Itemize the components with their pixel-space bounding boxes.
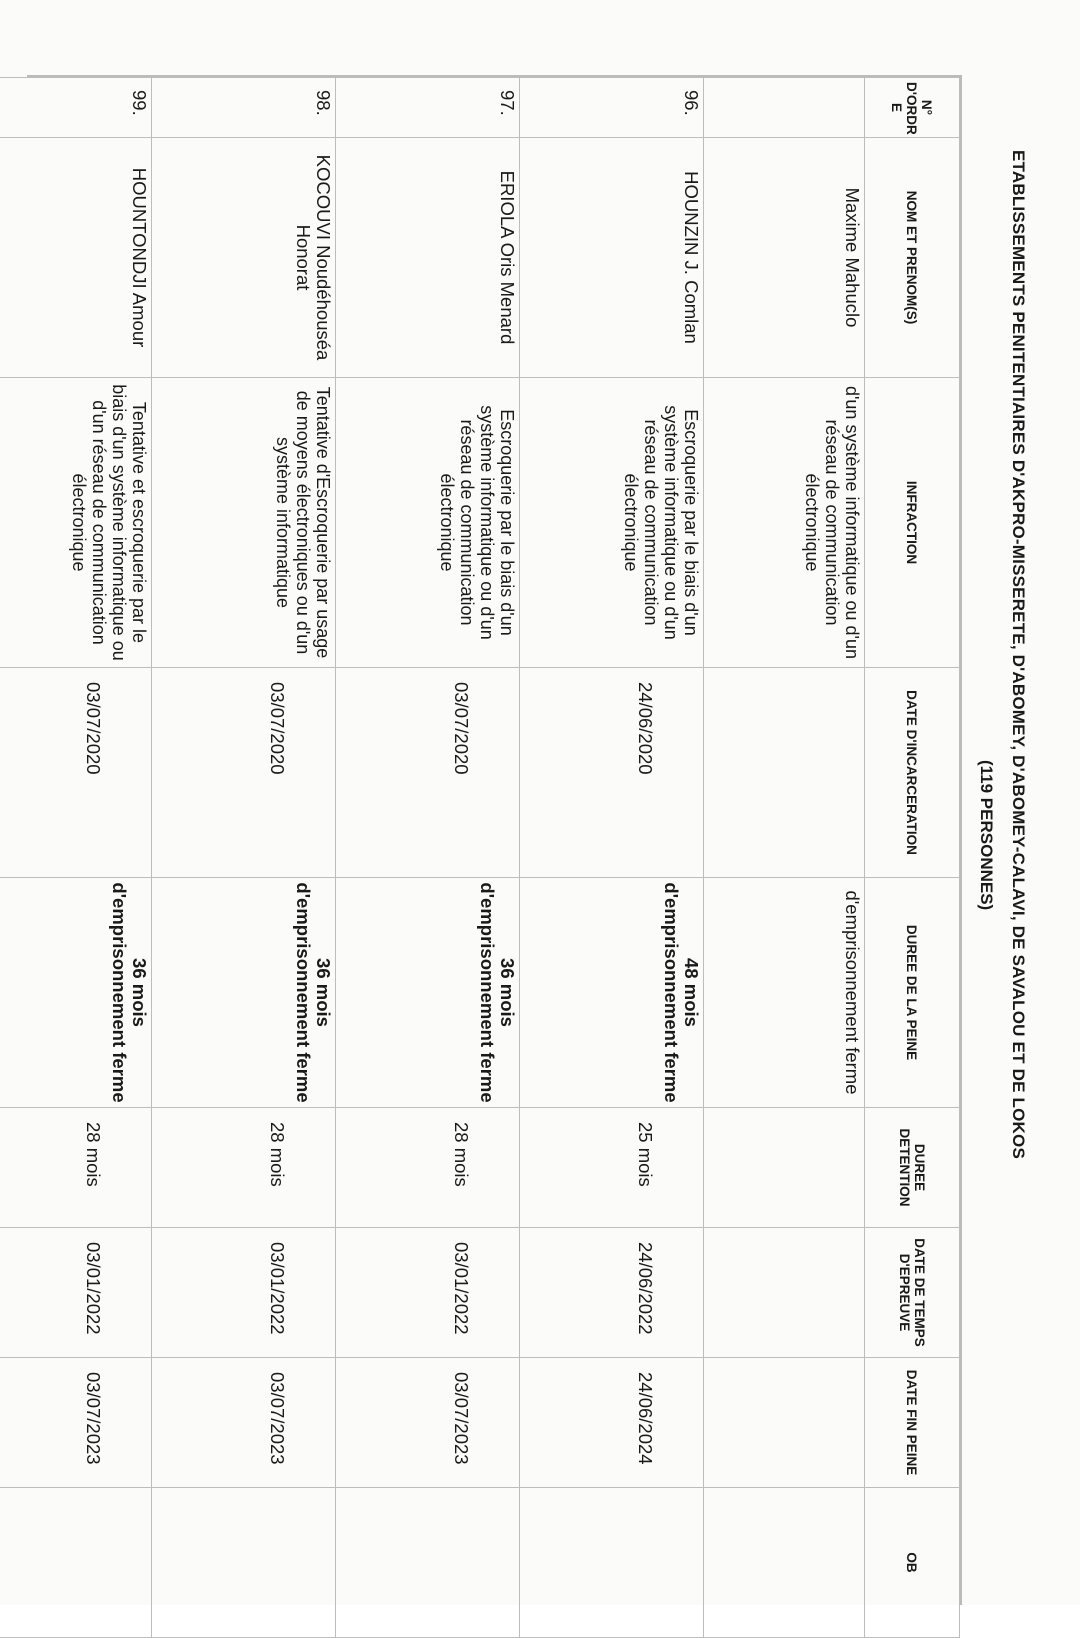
table-row bbox=[520, 78, 704, 1638]
cell-date-fin-peine: 03/07/2023 bbox=[0, 1358, 152, 1488]
cell-duree-detention: 28 mois bbox=[0, 1108, 152, 1228]
cell-duree-detention: 25 mois bbox=[520, 1108, 704, 1228]
duree-peine-bold: 48 mois d'emprisonnement bbox=[661, 882, 702, 1048]
cell-name: Maxime Mahuclo bbox=[704, 138, 865, 378]
table-row bbox=[0, 78, 152, 1638]
document-title: ETABLISSEMENTS PENITENTIAIRES D'AKPRO-MISSERETE, D'ABOMEY, D'ABOMEY-CALAVI, DE SAVALOU ET DE LOKOS bbox=[1009, 150, 1028, 1159]
duree-peine-bold: 36 mois d'emprisonnement bbox=[293, 882, 334, 1048]
header-date-fin-peine: DATE FIN PEINE bbox=[865, 1358, 960, 1488]
cell-infraction: Tentative et escroquerie par le biais d'un système informatique ou d'un réseau de communication électronique bbox=[0, 378, 152, 668]
prisoner-table-container bbox=[27, 75, 962, 1605]
cell-date-incarceration: 03/07/2020 bbox=[336, 668, 520, 878]
header-duree-detention: DUREE DETENTION bbox=[865, 1108, 960, 1228]
cell-num: 99. bbox=[0, 78, 152, 138]
cell-obs bbox=[704, 1488, 865, 1638]
cell-date-temps-epreuve: 24/06/2022 bbox=[520, 1228, 704, 1358]
cell-date-fin-peine: 24/06/2024 bbox=[520, 1358, 704, 1488]
header-date-temps-epreuve: DATE DE TEMPS D'EPREUVE bbox=[865, 1228, 960, 1358]
cell-date-incarceration bbox=[704, 668, 865, 878]
table-row bbox=[152, 78, 336, 1638]
duree-peine-rest: ferme bbox=[661, 1052, 682, 1103]
table-row bbox=[336, 78, 520, 1638]
cell-duree-peine bbox=[520, 878, 704, 1108]
header-infraction: INFRACTION bbox=[865, 378, 960, 668]
cell-date-temps-epreuve bbox=[704, 1228, 865, 1358]
cell-num: 98. bbox=[152, 78, 336, 138]
cell-duree-peine bbox=[152, 878, 336, 1108]
cell-date-fin-peine: 03/07/2023 bbox=[152, 1358, 336, 1488]
header-name: NOM ET PRENOM(S) bbox=[865, 138, 960, 378]
cell-date-incarceration: 03/07/2020 bbox=[152, 668, 336, 878]
cell-date-temps-epreuve: 03/01/2022 bbox=[0, 1228, 152, 1358]
cell-num: 97. bbox=[336, 78, 520, 138]
cell-date-incarceration: 03/07/2020 bbox=[0, 668, 152, 878]
cell-date-incarceration: 24/06/2020 bbox=[520, 668, 704, 878]
cell-duree-peine bbox=[704, 878, 865, 1108]
cell-date-fin-peine bbox=[704, 1358, 865, 1488]
cell-infraction: d'un système informatique ou d'un réseau de communication électronique bbox=[704, 378, 865, 668]
cell-name: HOUNZIN J. Comlan bbox=[520, 138, 704, 378]
duree-peine-rest: ferme bbox=[109, 1052, 130, 1103]
duree-peine-rest: ferme bbox=[293, 1052, 314, 1103]
cell-date-fin-peine: 03/07/2023 bbox=[336, 1358, 520, 1488]
cell-name: HOUNTONDJI Amour bbox=[0, 138, 152, 378]
cell-duree-detention bbox=[704, 1108, 865, 1228]
cell-num bbox=[704, 78, 865, 138]
duree-peine-rest: d'emprisonnement ferme bbox=[842, 890, 863, 1095]
cell-infraction: Escroquerie par le biais d'un système informatique ou d'un réseau de communication électronique bbox=[520, 378, 704, 668]
header-duree-peine: DUREE DE LA PEINE bbox=[865, 878, 960, 1108]
cell-name: ERIOLA Oris Menard bbox=[336, 138, 520, 378]
duree-peine-bold: 36 mois d'emprisonnement bbox=[477, 882, 518, 1048]
cell-duree-detention: 28 mois bbox=[152, 1108, 336, 1228]
header-obs: OB bbox=[865, 1488, 960, 1638]
cell-obs bbox=[152, 1488, 336, 1638]
cell-infraction: Escroquerie par le biais d'un système informatique ou d'un réseau de communication électronique bbox=[336, 378, 520, 668]
prisoner-table bbox=[0, 77, 960, 1638]
cell-obs bbox=[336, 1488, 520, 1638]
cell-date-temps-epreuve: 03/01/2022 bbox=[152, 1228, 336, 1358]
cell-duree-peine bbox=[0, 878, 152, 1108]
duree-peine-rest: ferme bbox=[477, 1052, 498, 1103]
table-row bbox=[704, 78, 865, 1638]
cell-duree-detention: 28 mois bbox=[336, 1108, 520, 1228]
cell-date-temps-epreuve: 03/01/2022 bbox=[336, 1228, 520, 1358]
header-num: N° D'ORDR E bbox=[865, 78, 960, 138]
cell-duree-peine bbox=[336, 878, 520, 1108]
duree-peine-bold: 36 mois d'emprisonnement bbox=[109, 882, 150, 1048]
cell-name: KOCOUVI Noudéhouséa Honorat bbox=[152, 138, 336, 378]
cell-infraction: Tentative d'Escroquerie par usage de moyens électroniques ou d'un système informatique bbox=[152, 378, 336, 668]
cell-obs bbox=[520, 1488, 704, 1638]
document-subtitle: (119 PERSONNES) bbox=[977, 760, 996, 911]
header-date-incarceration: DATE D'INCARCERATION bbox=[865, 668, 960, 878]
cell-num: 96. bbox=[520, 78, 704, 138]
cell-obs bbox=[0, 1488, 152, 1638]
table-header-row bbox=[865, 78, 960, 1638]
